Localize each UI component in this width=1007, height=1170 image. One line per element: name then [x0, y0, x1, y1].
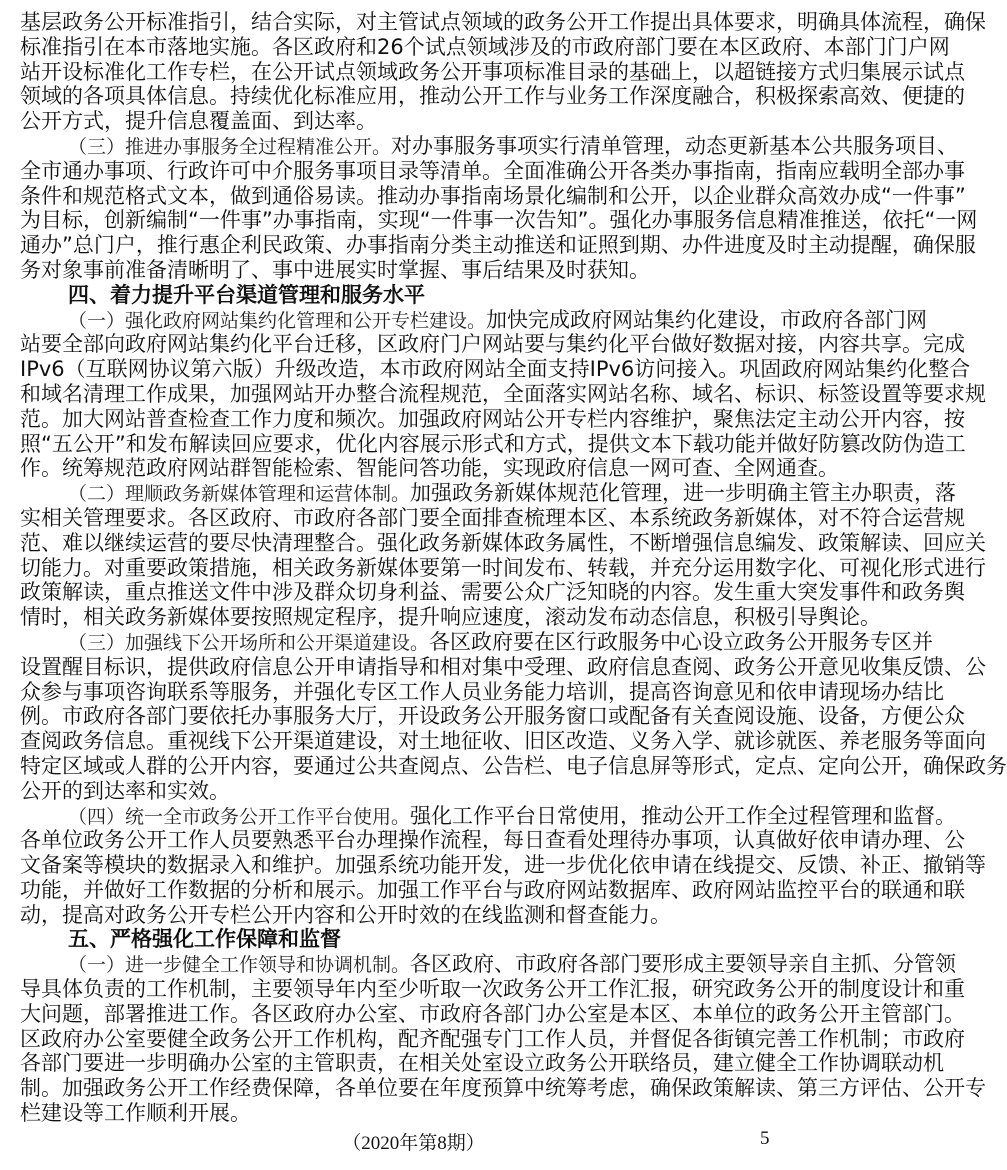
- paragraph: [20, 481, 986, 630]
- line-text: 情时，相关政务新媒体要按照规定程序，提升响应速度，滚动发布动态信息，积极引导舆论。: [20, 605, 881, 630]
- text-line: [20, 605, 881, 630]
- line-text: 范。加大网站普查检查工作力度和频次。加强政府网站公开专栏内容维护，聚焦法定主动公开内容，按: [20, 406, 965, 431]
- text-line: [20, 704, 965, 729]
- text-line: [20, 580, 965, 605]
- line-text: 公开的到达率和实效。: [20, 778, 230, 803]
- text-line: [20, 183, 966, 209]
- line-text: 各单位政务公开工作人员要熟悉平台办理操作流程，每日查看处理待办事项，认真做好依申请办理、公: [20, 828, 965, 853]
- line-text: 动，提高对政务公开专栏公开内容和公开时效的在线监测和督查能力。: [20, 902, 671, 927]
- text-line: [20, 59, 965, 85]
- text-line: [20, 283, 809, 308]
- text-line: [20, 456, 839, 481]
- section-heading: [20, 927, 809, 952]
- paragraph-lead-title: （一）进一步健全工作领导和协调机制。: [68, 954, 411, 977]
- issue-label: （2020年第8期）: [342, 1133, 485, 1154]
- line-text: 四、着力提升平台渠道管理和服务水平: [68, 282, 425, 307]
- line-text: 加快完成政府网站集约化建设，市政府各部门网: [486, 307, 928, 332]
- text-line: [20, 10, 986, 35]
- paragraph-lead-title: （三）推进办事服务全过程精准公开。: [68, 135, 392, 158]
- line-text: 栏建设等工作顺利开展。: [20, 1101, 251, 1126]
- line-text: 设置醒目标识，提供政府信息公开申请指导和相对集中受理、政府信息查阅、政务公开意见收集反馈、公: [20, 654, 986, 679]
- text-line: [20, 729, 986, 754]
- line-text: 站要全部向政府网站集约化平台迁移，区政府门户网站要与集约化平台做好数据对接，内容共享。完成: [20, 332, 965, 357]
- text-line: [20, 431, 966, 457]
- text-line: [20, 853, 986, 878]
- line-text: 五、严格强化工作保障和监督: [68, 927, 341, 952]
- text-line: [20, 977, 965, 1002]
- line-text: 公开方式，提升信息覆盖面、到达率。: [20, 109, 377, 134]
- text-line: [20, 877, 965, 903]
- line-text: 标准指引在本市落地实施。各区政府和26个试点领域涉及的市政府部门要在本区政府、本部门门户网: [20, 34, 950, 59]
- text-line: [20, 307, 928, 333]
- line-text: 强化工作平台日常使用，推动公开工作全过程管理和监督。: [410, 803, 957, 828]
- line-text: 政策解读，重点推送文件中涉及群众切身利益、需要公众广泛知晓的内容。发生重大突发事件和政务舆: [20, 580, 965, 605]
- line-text: 基层政务公开标准指引，结合实际，对主管试点领域的政务公开工作提出具体要求，明确具体流程，确保: [20, 10, 986, 34]
- line-text: 文备案等模块的数据录入和维护。加强系统功能开发，进一步优化依申请在线提交、反馈、补正、撤销等: [20, 853, 986, 878]
- line-text: 为目标，创新编制“一件事”办事指南，实现“一件事一次告知”。强化办事服务信息精准推送，依托“一网: [20, 208, 978, 233]
- text-line: [20, 208, 978, 233]
- paragraph: [20, 10, 986, 134]
- paragraph: [20, 803, 986, 928]
- text-line: [20, 903, 809, 928]
- text-line: [20, 629, 934, 655]
- line-text: 查阅政务信息。重视线下公开渠道建设，对土地征收、旧区改造、义务入学、就诊就医、养老服务等面向: [20, 729, 986, 754]
- line-text: 实相关管理要求。各区政府、市政府各部门要全面排查梳理本区、本系统政务新媒体，对不符合运营规: [20, 505, 965, 530]
- paragraph-lead-title: （三）加强线下公开场所和公开渠道建设。: [68, 631, 430, 654]
- text-line: [20, 481, 957, 506]
- page-number: 5: [760, 1128, 770, 1149]
- text-line: [20, 84, 965, 109]
- line-text: 范、难以继续运营的要尽快清理整合。强化政务新媒体政务属性，不断增强信息编发、政策解读、回应关: [20, 530, 986, 555]
- text-line: [20, 828, 965, 853]
- paragraph: [20, 133, 978, 283]
- line-text: 通办”总门户，推行惠企利民政策、办事指南分类主动推送和证照到期、办件进度及时主动提醒，确保服: [20, 233, 976, 258]
- text-line: [20, 530, 986, 556]
- text-line: [20, 803, 957, 829]
- line-text: 功能，并做好工作数据的分析和展示。加强工作平台与政府网站数据库、政府网站监控平台的联通和联: [20, 877, 965, 902]
- paragraph-lead-title: （四）统一全市政务公开工作平台使用。: [68, 805, 411, 828]
- text-line: [20, 406, 965, 432]
- text-line: [20, 34, 950, 60]
- line-text: 各区政府、市政府各部门要形成主要领导亲自主抓、分管领: [410, 952, 957, 977]
- paragraph: [20, 307, 986, 482]
- text-line: [20, 1051, 944, 1076]
- text-line: [20, 357, 971, 382]
- line-text: 领域的各项具体信息。持续优化标准应用，推动公开工作与业务工作深度融合，积极探索高效、便捷的: [20, 84, 965, 109]
- text-line: [20, 779, 809, 804]
- line-text: 各部门要进一步明确办公室的主管职责，在相关处室设立政务公开联络员，建立健全工作协调联动机: [20, 1051, 944, 1076]
- line-text: 制。加强政务公开工作经费保障，各单位要在年度预算中统筹考虑，确保政策解读、第三方评估、公开专: [20, 1076, 986, 1101]
- paragraph-lead-title: （二）理顺政务新媒体管理和运营体制。: [68, 483, 411, 506]
- line-text: 加强政务新媒体规范化管理，进一步明确主管主办职责，落: [410, 481, 957, 506]
- text-line: [20, 133, 959, 159]
- text-line: [20, 1076, 986, 1101]
- line-text: 作。统筹规范政府网站群智能检索、智能问答功能，实现政府信息一网可查、全网通查。: [20, 456, 839, 481]
- line-text: 区政府办公室要健全政务公开工作机构，配齐配强专门工作人员，并督促各街镇完善工作机制；市政府: [20, 1026, 965, 1051]
- text-line: [20, 1026, 965, 1052]
- line-text: 照“五公开”和发布解读回应要求，优化内容展示形式和方式，提供文本下载功能并做好防篡改防伪造工: [20, 431, 966, 456]
- text-line: [20, 505, 965, 531]
- text-line: [20, 753, 1007, 779]
- text-line: [20, 952, 957, 977]
- line-text: 众参与事项咨询联系等服务，并强化专区工作人员业务能力培训，提高咨询意见和依申请现场办结比: [20, 679, 944, 704]
- line-text: 和域名清理工作成果，加强网站开办整合流程规范，全面落实网站名称、域名、标识、标签设置等要求规: [20, 381, 986, 406]
- line-text: 务对象事前准备清晰明了、事中进展实时掌握、事后结果及时获知。: [20, 257, 650, 282]
- text-line: [20, 258, 809, 283]
- text-line: [20, 1101, 809, 1126]
- line-text: 站开设标准化工作专栏，在公开试点领域政务公开事项标准目录的基础上，以超链接方式归集展示试点: [20, 59, 965, 84]
- paragraph-lead-title: （一）强化政府网站集约化管理和公开专栏建设。: [68, 309, 487, 332]
- line-text: 全市通办事项、行政许可中介服务事项目录等清单。全面准确公开各类办事指南，指南应载明全部办事: [20, 158, 965, 183]
- text-line: [20, 158, 965, 184]
- line-text: 对办事服务事项实行清单管理，动态更新基本公共服务项目、: [391, 133, 959, 158]
- line-text: 条件和规范格式文本，做到通俗易读。推动办事指南场景化编制和公开，以企业群众高效办成“一件事”: [20, 183, 966, 208]
- text-line: [20, 381, 986, 407]
- line-text: 例。市政府各部门要依托办事服务大厅，开设政务公开服务窗口或配备有关查阅设施、设备，方便公众: [20, 704, 965, 729]
- line-text: 特定区域或人群的公开内容，要通过公共查阅点、公告栏、电子信息屏等形式，定点、定向公开，确保政务: [20, 753, 1007, 778]
- text-line: [20, 109, 809, 134]
- line-text: 各区政府要在区行政服务中心设立政务公开服务专区并: [429, 629, 934, 654]
- document-body: [20, 10, 1007, 1126]
- line-text: IPv6（互联网协议第六版）升级改造，本市政府网站全面支持IPv6访问接入。巩固政府网站集约化整合: [20, 357, 971, 382]
- text-line: [20, 233, 976, 258]
- text-line: [20, 555, 986, 581]
- text-line: [20, 679, 944, 705]
- text-line: [20, 927, 809, 952]
- line-text: 导具体负责的工作机制，主要领导年内至少听取一次政务公开工作汇报，研究政务公开的制度设计和重: [20, 977, 965, 1002]
- line-text: 大问题，部署推进工作。各区政府办公室、市政府各部门办公室是本区、本单位的政务公开主管部门。: [20, 1001, 965, 1026]
- text-line: [20, 1001, 965, 1027]
- text-line: [20, 654, 986, 680]
- section-heading: [20, 283, 809, 308]
- paragraph: [20, 629, 1007, 804]
- line-text: 切能力。对重要政策措施，相关政务新媒体要第一时间发布、转载，并充分运用数字化、可视化形式进行: [20, 555, 986, 580]
- text-line: [20, 332, 965, 357]
- paragraph: [20, 952, 986, 1126]
- page-footer: [0, 1128, 827, 1152]
